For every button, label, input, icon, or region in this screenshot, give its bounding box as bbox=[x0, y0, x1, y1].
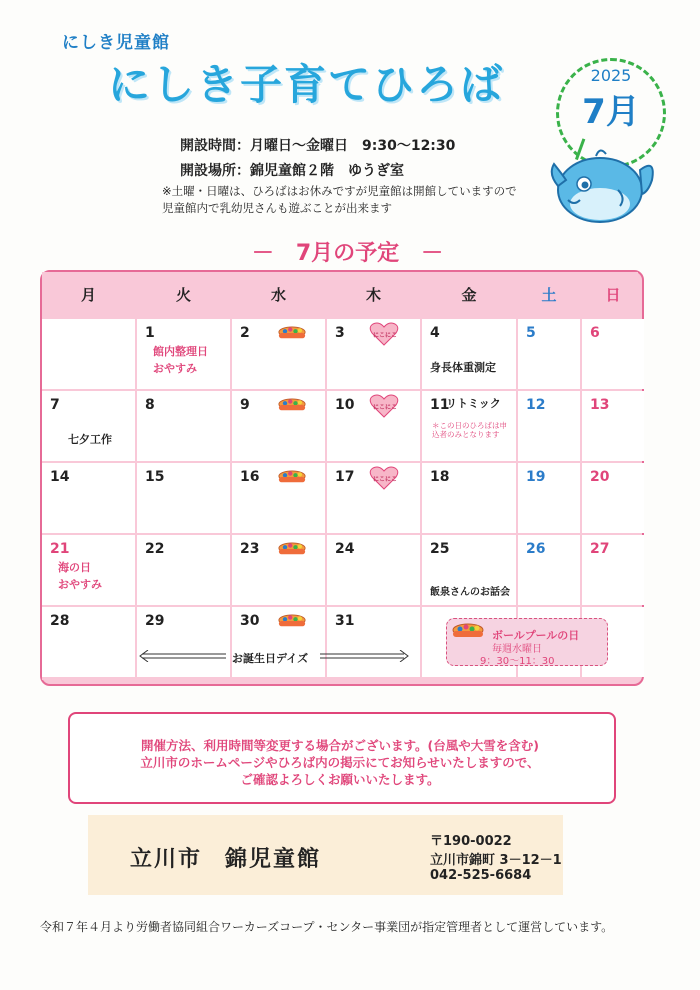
calendar-day-cell bbox=[232, 535, 325, 605]
weekday-header: 金 bbox=[461, 286, 477, 304]
calendar-day-cell bbox=[422, 535, 516, 605]
calendar-day-cell bbox=[327, 319, 420, 389]
day-number: 14 bbox=[50, 469, 70, 485]
day-number: 22 bbox=[145, 541, 165, 557]
calendar-day-cell bbox=[232, 607, 325, 677]
notice-line-3: ご確認よろしくお願いいたします。 bbox=[240, 772, 440, 787]
day-number: 29 bbox=[145, 613, 165, 629]
day-number: 19 bbox=[526, 469, 546, 485]
notice-line-2: 立川市のホームページやひろば内の掲示にてお知らせいたしますので、 bbox=[140, 755, 540, 770]
day-number: 8 bbox=[145, 397, 155, 413]
calendar-day-cell bbox=[327, 607, 420, 677]
calendar-day-cell bbox=[42, 319, 135, 389]
weekday-header: 木 bbox=[365, 286, 381, 304]
day-number: 7 bbox=[50, 397, 60, 413]
ball-pool-icon bbox=[278, 325, 306, 341]
weekday-header: 日 bbox=[605, 286, 621, 304]
day-number: 18 bbox=[430, 469, 450, 485]
day-number: 3 bbox=[335, 325, 345, 341]
calendar-day-cell bbox=[42, 535, 135, 605]
day-event: 飯泉さんのお話会 bbox=[430, 587, 510, 598]
day-number: 11 bbox=[430, 397, 450, 413]
page-title: にしき子育てひろば bbox=[108, 60, 505, 109]
notice-text bbox=[80, 737, 600, 788]
calendar-day-cell bbox=[232, 463, 325, 533]
calendar-day-cell bbox=[232, 319, 325, 389]
footer-name: 錦児童館 bbox=[225, 847, 322, 872]
day-number: 9 bbox=[240, 397, 250, 413]
day-number: 6 bbox=[590, 325, 600, 341]
calendar-day-cell bbox=[582, 319, 644, 389]
day-number: 21 bbox=[50, 541, 70, 557]
calendar-day-cell bbox=[518, 463, 580, 533]
calendar-day-cell bbox=[137, 391, 230, 461]
day-number: 24 bbox=[335, 541, 355, 557]
day-number: 12 bbox=[526, 397, 546, 413]
calendar-day-cell bbox=[42, 391, 135, 461]
fish-mascot-icon bbox=[548, 146, 658, 230]
heart-label: にこにこ bbox=[373, 332, 398, 339]
weekday-header: 月 bbox=[80, 286, 96, 304]
day-number: 13 bbox=[590, 397, 610, 413]
day-event: 海の日 bbox=[58, 561, 91, 574]
arrow-left-icon bbox=[138, 650, 228, 662]
day-event: 館内整理日 bbox=[153, 345, 208, 358]
ball-pool-icon bbox=[278, 613, 306, 629]
weekend-note-1: ※土曜・日曜は、ひろばはお休みですが児童館は開館していますので bbox=[162, 184, 517, 198]
calendar-day-cell bbox=[327, 463, 420, 533]
calendar-day-cell bbox=[422, 319, 516, 389]
badge-year: 2025 bbox=[590, 66, 632, 85]
footer-city: 立川市 bbox=[130, 847, 203, 872]
calendar-day-cell bbox=[422, 391, 516, 461]
day-number: 16 bbox=[240, 469, 260, 485]
calendar-day-cell bbox=[327, 535, 420, 605]
day-number: 4 bbox=[430, 325, 440, 341]
day-event: おやすみ bbox=[153, 362, 197, 375]
center-name: にしき児童館 bbox=[62, 33, 170, 53]
day-event: おやすみ bbox=[58, 578, 102, 591]
calendar-day-cell bbox=[518, 391, 580, 461]
calendar-day-cell bbox=[518, 319, 580, 389]
opening-hours: 開設時間：月曜日～金曜日 9:30～12:30 bbox=[180, 138, 456, 154]
calendar-day-cell bbox=[137, 535, 230, 605]
calendar-day-cell bbox=[582, 463, 644, 533]
ball-pool-icon bbox=[278, 397, 306, 413]
calendar-day-cell bbox=[327, 391, 420, 461]
day-number: 1 bbox=[145, 325, 155, 341]
day-number: 17 bbox=[335, 469, 355, 485]
day-event: リトミック bbox=[446, 397, 501, 410]
day-number: 30 bbox=[240, 613, 260, 629]
day-number: 23 bbox=[240, 541, 260, 557]
weekday-header: 火 bbox=[175, 286, 191, 304]
ball-pool-icon bbox=[452, 622, 484, 640]
weekday-header: 土 bbox=[541, 286, 557, 304]
calendar-day-cell bbox=[518, 535, 580, 605]
calendar-day-cell bbox=[422, 463, 516, 533]
calendar-day-cell bbox=[137, 319, 230, 389]
day-number: 27 bbox=[590, 541, 610, 557]
day-number: 25 bbox=[430, 541, 450, 557]
calendar-day-cell bbox=[232, 391, 325, 461]
pool-day-time: 9：30～11：30 bbox=[480, 656, 555, 667]
weekend-note-2: 児童館内で乳幼児さんも遊ぶことが出来ます bbox=[162, 201, 392, 215]
day-number: 28 bbox=[50, 613, 70, 629]
calendar-day-cell bbox=[137, 463, 230, 533]
day-event: 七夕工作 bbox=[68, 433, 112, 446]
ball-pool-icon bbox=[278, 469, 306, 485]
address: 立川市錦町 3－12－1 bbox=[430, 853, 562, 868]
day-number: 15 bbox=[145, 469, 165, 485]
day-number: 31 bbox=[335, 613, 355, 629]
calendar-day-cell bbox=[582, 535, 644, 605]
heart-label: にこにこ bbox=[373, 476, 398, 483]
pool-day-title: ボールプールの日 bbox=[492, 629, 580, 642]
phone-number: 042-525-6684 bbox=[430, 868, 532, 883]
calendar-day-cell bbox=[42, 463, 135, 533]
operator-note: 令和７年４月より労働者協同組合ワーカーズコープ・センター事業団が指定管理者として運営しています。 bbox=[40, 920, 614, 934]
pool-day-sub: 毎週水曜日 bbox=[492, 644, 542, 655]
notice-line-1: 開催方法、利用時間等変更する場合がございます。(台風や大雪を含む) bbox=[141, 738, 539, 753]
badge-month: 7月 bbox=[582, 92, 640, 132]
ball-pool-icon bbox=[278, 541, 306, 557]
day-number: 10 bbox=[335, 397, 355, 413]
schedule-title: － 7月の予定 － bbox=[251, 241, 444, 266]
calendar-day-cell bbox=[582, 391, 644, 461]
day-note: ＊この日のひろばは申込者のみとなります bbox=[432, 421, 507, 439]
calendar-day-cell bbox=[42, 607, 135, 677]
day-number: 2 bbox=[240, 325, 250, 341]
weekday-header: 水 bbox=[270, 286, 286, 304]
postal-code: 〒190-0022 bbox=[430, 834, 512, 849]
arrow-right-icon bbox=[318, 650, 410, 662]
day-number: 20 bbox=[590, 469, 610, 485]
heart-label: にこにこ bbox=[373, 404, 398, 411]
day-number: 5 bbox=[526, 325, 536, 341]
opening-place: 開設場所：錦児童館２階 ゆうぎ室 bbox=[180, 163, 404, 179]
birthday-days-label: お誕生日デイズ bbox=[232, 652, 309, 665]
day-number: 26 bbox=[526, 541, 546, 557]
calendar-day-cell bbox=[137, 607, 230, 677]
day-event: 身長体重測定 bbox=[430, 361, 496, 374]
